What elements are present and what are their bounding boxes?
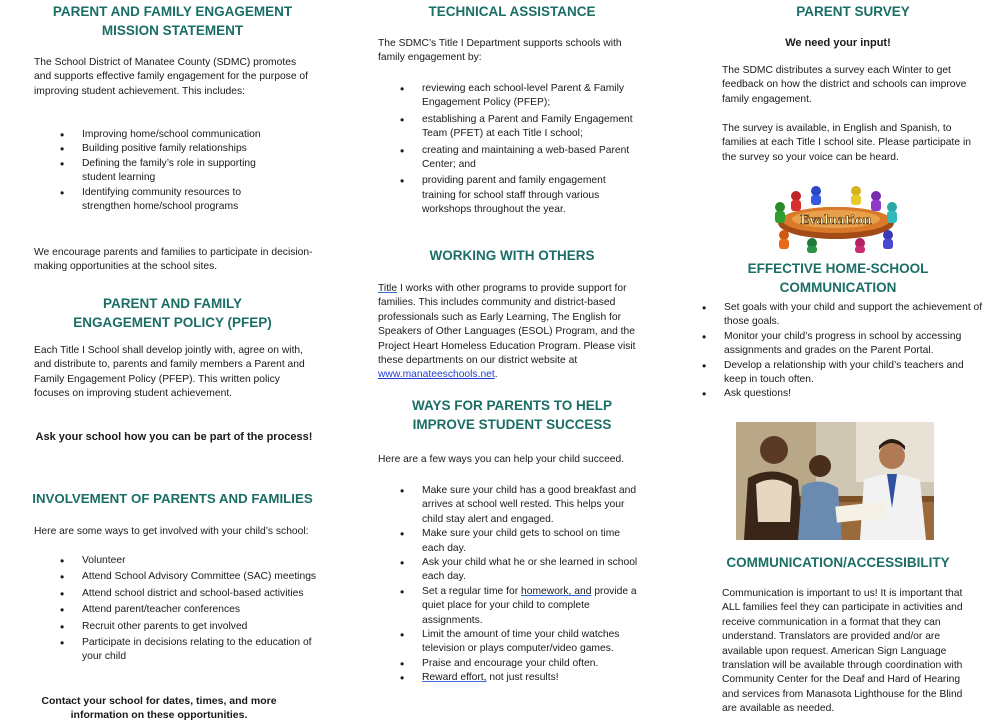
parent-teacher-photo xyxy=(736,422,934,540)
list-item: • Set a regular time for homework, and provide a quiet place for your child to complete assignments. xyxy=(394,585,642,628)
working-body: Title I works with other programs to provide support for families. This includes community and district-based professionals such as Early Learning, The English for Speakers of Other Languages (ESOL) Program, and the Project Heart Homeless Education Program. Please visit these departments on our district website at www.manateeschools.net. xyxy=(378,283,636,381)
homeschool-heading: EFFECTIVE HOME-SCHOOL COMMUNICATION xyxy=(747,261,929,295)
column-right xyxy=(712,0,994,722)
list-item: • Make sure your child has a good breakfast and arrives at school well rested. This helps your child stay alert and engaged. xyxy=(394,484,642,527)
involvement-bullets xyxy=(54,554,322,667)
accessibility-body: Communication is important to us! It is important that ALL families feel they can participate in activities and receive communication in a format that they can understand. Translators are provided and/or are available upon request. American Sign Language translation will be available through coordination with Community Center for the Deaf and Hard of Hearing and services from Manasota Lighthouse for the Blind are available as needed. xyxy=(722,588,963,715)
mission-bullets xyxy=(54,128,269,214)
column-left xyxy=(20,0,325,722)
list-item: • reviewing each school-level Parent & Family Engagement Policy (PFEP); xyxy=(394,82,642,111)
ways-heading: WAYS FOR PARENTS TO HELP IMPROVE STUDENT SUCCESS xyxy=(411,398,613,432)
list-item: • Set goals with your child and support the achievement of those goals. xyxy=(696,301,986,330)
survey-p1: The SDMC distributes a survey each Winter to get feedback on how the district and schools can improve family engagement. xyxy=(722,65,967,105)
survey-heading: PARENT SURVEY xyxy=(796,4,910,19)
list-item: • Reward effort, not just results! xyxy=(394,671,642,685)
list-item: • providing parent and family engagement training for school staff through various workshops throughout the year. xyxy=(394,174,642,217)
working-heading: WORKING WITH OTHERS xyxy=(429,248,595,263)
list-item: • Monitor your child’s progress in school by accessing assignments and grades on the Parent Portal. xyxy=(696,330,986,359)
list-item: • Attend School Advisory Committee (SAC) meetings xyxy=(54,570,322,584)
evaluation-meeting-image xyxy=(760,183,912,253)
list-item: • Ask questions! xyxy=(696,387,986,401)
survey-subheading: We need your input! xyxy=(785,37,891,49)
ways-intro: Here are a few ways you can help your child succeed. xyxy=(378,454,625,465)
list-item: • Attend parent/teacher conferences xyxy=(54,603,322,617)
pfep-heading: PARENT AND FAMILY ENGAGEMENT POLICY (PFEP) xyxy=(73,296,272,330)
technical-intro: The SDMC’s Title I Department supports schools with family engagement by: xyxy=(378,38,622,64)
mission-intro: The School District of Manatee County (SDMC) promotes and supports effective family engagement for the purpose of improving student achievement. This includes: xyxy=(34,57,308,97)
ways-bullets xyxy=(394,484,642,686)
reward-effort-text: Reward effort, xyxy=(422,672,487,684)
list-item: • Volunteer xyxy=(54,554,322,568)
list-item: • Make sure your child gets to school on time each day. xyxy=(394,527,642,556)
list-item: • Recruit other parents to get involved xyxy=(54,620,322,634)
involvement-heading: INVOLVEMENT OF PARENTS AND FAMILIES xyxy=(32,491,313,506)
list-item: • Ask your child what he or she learned in school each day. xyxy=(394,556,642,585)
involvement-intro: Here are some ways to get involved with your child’s school: xyxy=(34,526,309,537)
mission-heading: PARENT AND FAMILY ENGAGEMENT MISSION STATEMENT xyxy=(52,4,293,38)
homework-link: homework, and xyxy=(521,585,592,597)
list-item: • Building positive family relationships xyxy=(54,142,269,156)
list-item: • creating and maintaining a web-based Parent Center; and xyxy=(394,144,642,173)
survey-p2: The survey is available, in English and Spanish, to families at each Title I school site. Please participate in the survey so your voice can be heard. xyxy=(722,123,971,163)
homeschool-bullets xyxy=(696,301,986,402)
list-item: • Identifying community resources to strengthen home/school programs xyxy=(54,186,269,215)
evaluation-label: Evaluation xyxy=(800,213,872,227)
list-item: • Attend school district and school-based activities xyxy=(54,587,322,601)
list-item: • Praise and encourage your child often. xyxy=(394,657,642,671)
list-item: • Develop a relationship with your child’s teachers and keep in touch often. xyxy=(696,359,986,388)
technical-bullets xyxy=(394,82,642,220)
pfep-body: Each Title I School shall develop jointly with, agree on with, and distribute to, parents and family members a Parent and Family Engagement Policy (PFEP). This written policy focuses on improving student achievement. xyxy=(34,345,305,400)
list-item: • Limit the amount of time your child watches television or plays computer/video games. xyxy=(394,628,642,657)
title-word: Title xyxy=(378,283,398,294)
mission-closing: We encourage parents and families to participate in decision-making opportunities at the school sites. xyxy=(34,247,313,273)
list-item: • Participate in decisions relating to the education of your child xyxy=(54,636,322,665)
involvement-callout: Contact your school for dates, times, and more information on these opportunities. xyxy=(41,695,277,721)
column-middle xyxy=(372,0,652,722)
list-item: • establishing a Parent and Family Engagement Team (PFET) at each Title I school; xyxy=(394,113,642,142)
list-item: • Improving home/school communication xyxy=(54,128,269,142)
accessibility-heading: COMMUNICATION/ACCESSIBILITY xyxy=(726,555,950,570)
technical-heading: TECHNICAL ASSISTANCE xyxy=(428,4,596,19)
pfep-callout: Ask your school how you can be part of the process! xyxy=(35,431,313,443)
list-item: • Defining the family’s role in supporting student learning xyxy=(54,157,269,186)
district-website-link[interactable]: www.manateeschools.net xyxy=(378,369,495,381)
